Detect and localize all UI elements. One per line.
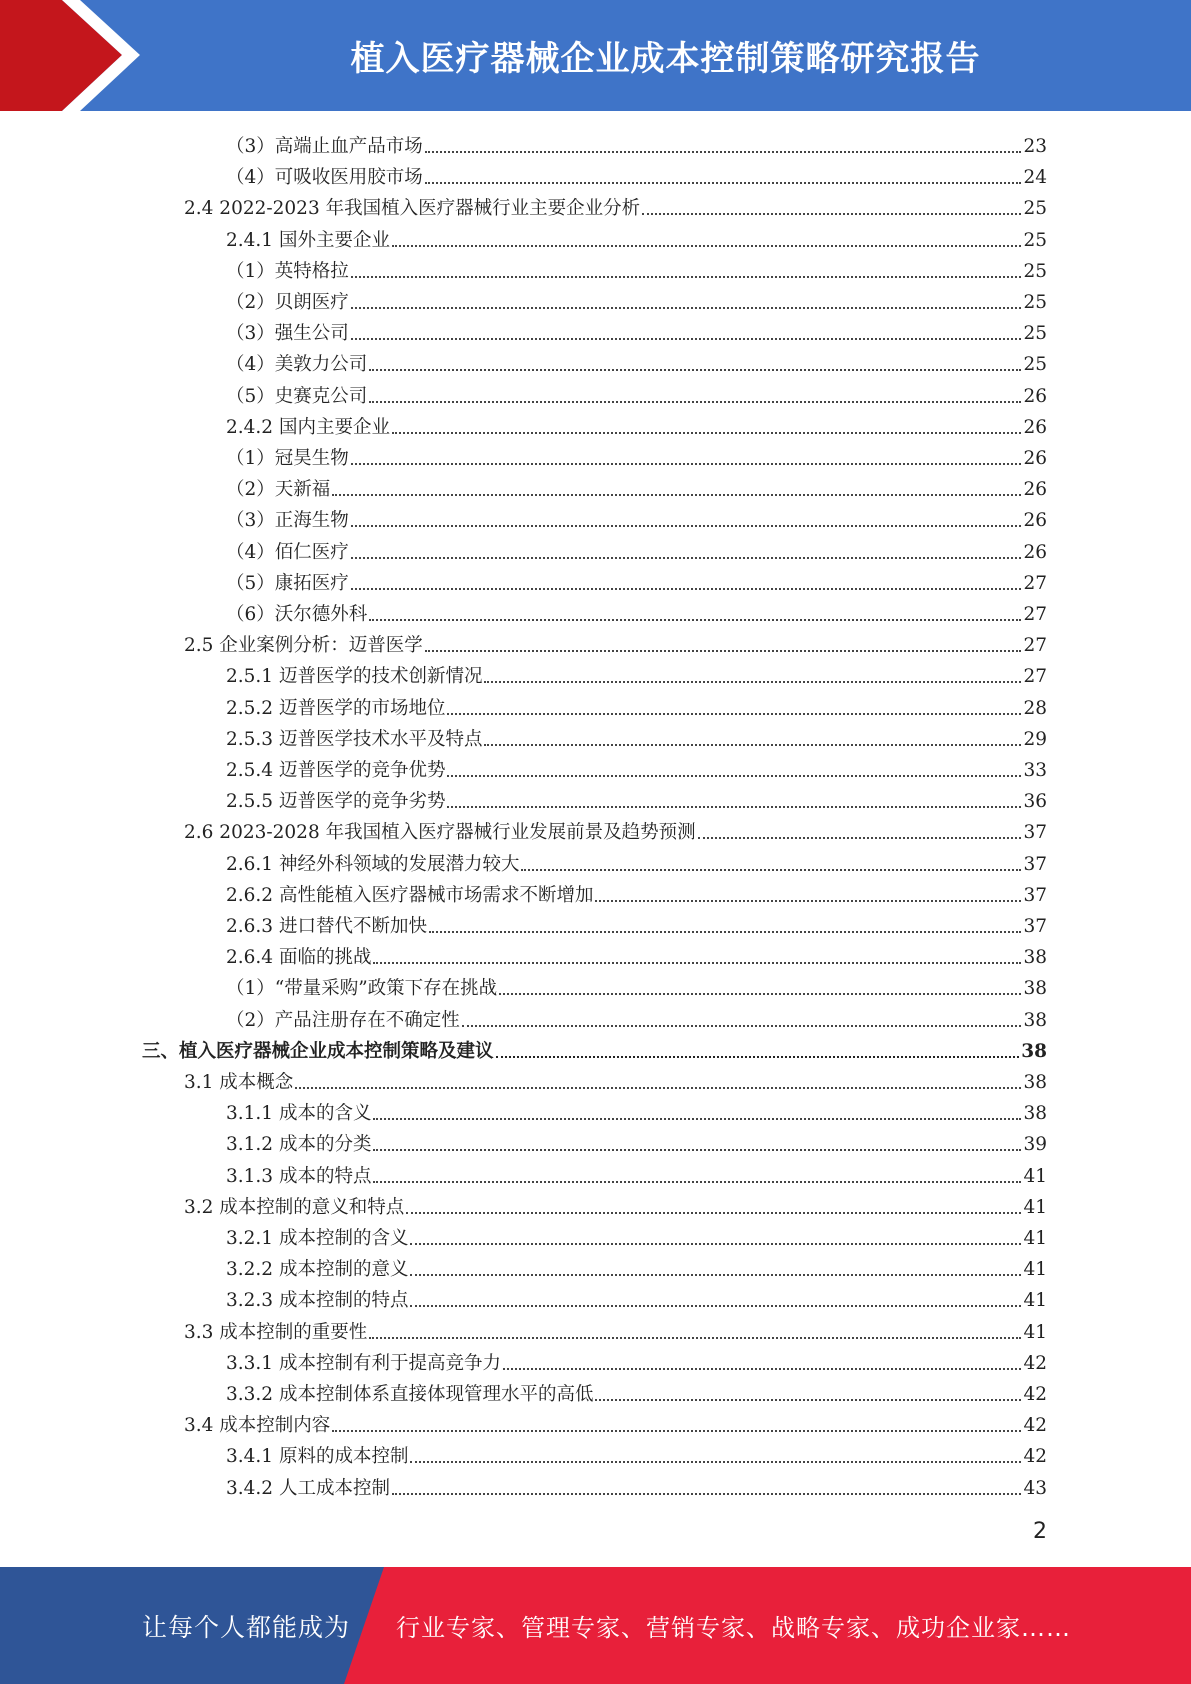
toc-entry-page: 24 <box>1023 167 1047 189</box>
toc-entry-page: 29 <box>1023 728 1047 750</box>
toc-entry-page: 38 <box>1023 1103 1047 1125</box>
toc-entry-page: 38 <box>1023 1072 1047 1093</box>
toc-dot-leader <box>392 1492 1021 1495</box>
toc-entry-page: 37 <box>1023 853 1047 875</box>
toc-entry-page: 41 <box>1023 1228 1047 1249</box>
toc-entry-page: 42 <box>1023 1384 1047 1405</box>
toc-dot-leader <box>351 524 1022 527</box>
toc-entry-title: 3.3.1 成本控制有利于提高竞争力 <box>226 1352 501 1374</box>
toc-entry[interactable] <box>226 283 1047 314</box>
toc-entry[interactable] <box>226 689 1047 720</box>
footer-slogan-left: 让每个人都能成为 <box>142 1612 351 1642</box>
toc-dot-leader <box>392 244 1021 247</box>
toc-entry-title: 2.5.3 迈普医学技术水平及特点 <box>226 728 483 750</box>
toc-dot-leader <box>447 712 1021 715</box>
toc-entry-title: （2）贝朗医疗 <box>226 292 349 313</box>
toc-entry[interactable] <box>226 314 1047 345</box>
toc-entry[interactable] <box>226 1281 1047 1312</box>
toc-entry-title: 2.5.2 迈普医学的市场地位 <box>226 697 446 719</box>
toc-entry-page: 26 <box>1023 479 1047 501</box>
toc-entry[interactable] <box>226 470 1047 501</box>
toc-entry-title: 3.2.1 成本控制的含义 <box>226 1228 409 1249</box>
toc-dot-leader <box>369 400 1021 403</box>
toc-entry-page: 42 <box>1023 1446 1047 1468</box>
toc-entry[interactable] <box>226 876 1047 907</box>
toc-entry-page: 39 <box>1023 1134 1047 1156</box>
toc-dot-leader <box>373 1117 1021 1120</box>
toc-entry[interactable] <box>226 1375 1047 1406</box>
toc-dot-leader <box>425 150 1022 153</box>
toc-entry[interactable] <box>226 252 1047 283</box>
toc-entry[interactable] <box>226 1001 1047 1032</box>
toc-entry[interactable] <box>226 345 1047 376</box>
toc-entry[interactable] <box>226 1125 1047 1156</box>
toc-entry-title: 3.1.1 成本的含义 <box>226 1103 372 1125</box>
toc-dot-leader <box>410 1460 1021 1463</box>
toc-entry-title: 3.4.1 原料的成本控制 <box>226 1446 409 1468</box>
toc-entry-title: （5）史赛克公司 <box>226 385 368 407</box>
toc-dot-leader <box>369 368 1021 371</box>
toc-entry-page: 41 <box>1023 1165 1047 1187</box>
toc-entry[interactable] <box>226 595 1047 626</box>
toc-entry-page: 23 <box>1023 136 1047 157</box>
toc-entry-title: （1）英特格拉 <box>226 260 349 282</box>
toc-entry-page: 26 <box>1023 510 1047 532</box>
toc-dot-leader <box>484 743 1021 746</box>
toc-entry-title: 3.3 成本控制的重要性 <box>184 1321 368 1343</box>
page-number: 2 <box>1033 1519 1047 1544</box>
toc-entry[interactable] <box>226 1437 1047 1468</box>
toc-dot-leader <box>406 1211 1021 1214</box>
toc-entry-title: 3.2.3 成本控制的特点 <box>226 1290 409 1312</box>
toc-entry[interactable] <box>226 1219 1047 1250</box>
toc-entry-page: 42 <box>1023 1352 1047 1374</box>
toc-entry[interactable] <box>226 158 1047 189</box>
toc-dot-leader <box>369 1336 1021 1339</box>
toc-dot-leader <box>698 836 1022 839</box>
toc-entry[interactable] <box>184 813 1047 844</box>
toc-dot-leader <box>373 961 1021 964</box>
toc-entry-title: 3.4.2 人工成本控制 <box>226 1477 390 1499</box>
toc-entry-title: 3.1 成本概念 <box>184 1072 294 1093</box>
toc-dot-leader <box>351 275 1022 278</box>
toc-entry[interactable] <box>184 1063 1047 1094</box>
toc-entry-title: 3.1.3 成本的特点 <box>226 1165 372 1187</box>
toc-entry-title: （2）天新福 <box>226 479 331 501</box>
toc-entry-page: 33 <box>1023 760 1047 781</box>
toc-dot-leader <box>295 1086 1021 1089</box>
toc-entry-page: 41 <box>1023 1259 1047 1281</box>
toc-entry[interactable] <box>226 1250 1047 1281</box>
toc-dot-leader <box>642 212 1021 215</box>
toc-dot-leader <box>447 774 1021 777</box>
toc-dot-leader <box>425 181 1022 184</box>
toc-entry-page: 27 <box>1023 604 1047 625</box>
toc-entry-page: 25 <box>1023 260 1047 282</box>
page-footer <box>0 1567 1191 1684</box>
toc-entry[interactable] <box>226 657 1047 688</box>
toc-dot-leader <box>373 1180 1021 1183</box>
toc-dot-leader <box>496 1055 1020 1058</box>
toc-dot-leader <box>351 337 1022 340</box>
toc-entry[interactable] <box>184 1406 1047 1437</box>
toc-dot-leader <box>484 680 1021 683</box>
toc-entry-title: 3.1.2 成本的分类 <box>226 1134 372 1156</box>
toc-entry-title: （4）佰仁医疗 <box>226 541 349 563</box>
toc-entry[interactable] <box>226 221 1047 252</box>
toc-entry-title: 3.3.2 成本控制体系直接体现管理水平的高低 <box>226 1384 594 1405</box>
toc-entry-page: 26 <box>1023 416 1047 438</box>
toc-entry[interactable] <box>226 1469 1047 1500</box>
toc-entry-title: 2.4.2 国内主要企业 <box>226 416 390 438</box>
toc-entry[interactable] <box>226 1094 1047 1125</box>
toc-entry-title: 2.4.1 国外主要企业 <box>226 229 390 251</box>
toc-entry-title: 3.2 成本控制的意义和特点 <box>184 1196 405 1218</box>
toc-entry[interactable] <box>226 501 1047 532</box>
toc-dot-leader <box>332 493 1021 496</box>
toc-dot-leader <box>351 556 1022 559</box>
toc-entry-page: 38 <box>1021 1040 1047 1062</box>
toc-entry[interactable] <box>226 1157 1047 1188</box>
toc-entry-page: 25 <box>1023 354 1047 376</box>
toc-entry-title: 2.6.1 神经外科领域的发展潜力较大 <box>226 853 520 875</box>
toc-entry-title: （3）正海生物 <box>226 510 349 532</box>
toc-entry-title: 2.6 2023-2028 年我国植入医疗器械行业发展前景及趋势预测 <box>184 822 696 844</box>
toc-entry[interactable] <box>184 1188 1047 1219</box>
toc-entry-title: （6）沃尔德外科 <box>226 604 368 625</box>
toc-entry-title: （4）可吸收医用胶市场 <box>226 167 423 189</box>
toc-dot-leader <box>351 306 1022 309</box>
toc-entry-title: 2.5.1 迈普医学的技术创新情况 <box>226 666 483 688</box>
toc-entry-page: 25 <box>1023 229 1047 251</box>
toc-entry-title: （1）冠昊生物 <box>226 448 349 469</box>
report-title: 植入医疗器械企业成本控制策略研究报告 <box>350 39 981 79</box>
toc-entry-page: 28 <box>1023 697 1047 719</box>
toc-entry[interactable] <box>226 377 1047 408</box>
toc-entry-page: 37 <box>1023 884 1047 906</box>
toc-entry-title: 3.4 成本控制内容 <box>184 1415 331 1437</box>
toc-dot-leader <box>462 1024 1022 1027</box>
toc-entry-title: （2）产品注册存在不确定性 <box>226 1009 460 1031</box>
toc-dot-leader <box>595 1398 1021 1401</box>
toc-entry-page: 27 <box>1023 666 1047 688</box>
toc-entry-page: 37 <box>1023 822 1047 844</box>
toc-entry-page: 38 <box>1023 947 1047 969</box>
toc-entry[interactable] <box>226 533 1047 564</box>
toc-entry-page: 41 <box>1023 1321 1047 1343</box>
toc-entry-title: 2.5.5 迈普医学的竞争劣势 <box>226 791 446 813</box>
toc-entry[interactable] <box>226 720 1047 751</box>
toc-entry-page: 41 <box>1023 1290 1047 1312</box>
toc-entry-title: 2.4 2022-2023 年我国植入医疗器械行业主要企业分析 <box>184 198 641 220</box>
toc-entry[interactable] <box>226 751 1047 782</box>
toc-entry-page: 27 <box>1023 635 1047 657</box>
toc-dot-leader <box>521 868 1021 871</box>
toc-entry-title: 2.6.2 高性能植入医疗器械市场需求不断增加 <box>226 884 594 906</box>
toc-entry[interactable] <box>226 564 1047 595</box>
toc-dot-leader <box>373 1148 1021 1151</box>
toc-entry-title: （5）康拓医疗 <box>226 572 349 594</box>
toc-entry-page: 26 <box>1023 541 1047 563</box>
toc-dot-leader <box>410 1273 1021 1276</box>
toc-dot-leader <box>429 930 1021 933</box>
toc-dot-leader <box>351 587 1022 590</box>
toc-entry[interactable] <box>226 439 1047 470</box>
toc-entry[interactable] <box>226 1344 1047 1375</box>
toc-entry-title: 2.6.4 面临的挑战 <box>226 947 372 969</box>
toc-entry[interactable] <box>226 782 1047 813</box>
toc-entry-title: 2.5.4 迈普医学的竞争优势 <box>226 760 446 781</box>
toc-entry-title: （3）高端止血产品市场 <box>226 136 423 157</box>
toc-dot-leader <box>351 462 1022 465</box>
toc-entry[interactable] <box>142 1032 1047 1063</box>
toc-entry-title: （1）“带量采购”政策下存在挑战 <box>226 978 498 1000</box>
toc-entry-title: 2.5 企业案例分析：迈普医学 <box>184 635 423 657</box>
toc-entry-page: 26 <box>1023 448 1047 469</box>
toc-dot-leader <box>369 618 1021 621</box>
toc-entry-page: 42 <box>1023 1415 1047 1437</box>
toc-dot-leader <box>410 1242 1021 1245</box>
toc-entry-page: 27 <box>1023 572 1047 594</box>
toc-entry-page: 25 <box>1023 323 1047 345</box>
toc-dot-leader <box>499 992 1021 995</box>
toc-entry[interactable] <box>184 626 1047 657</box>
toc-entry[interactable] <box>226 907 1047 938</box>
toc-entry[interactable] <box>184 1313 1047 1344</box>
toc-dot-leader <box>595 899 1021 902</box>
toc-entry[interactable] <box>184 189 1047 220</box>
toc-entry-page: 26 <box>1023 385 1047 407</box>
toc-entry-page: 37 <box>1023 916 1047 937</box>
toc-entry-title: 三、植入医疗器械企业成本控制策略及建议 <box>142 1040 494 1062</box>
toc-dot-leader <box>425 649 1022 652</box>
toc-entry-page: 25 <box>1023 198 1047 220</box>
footer-slogan-right: 行业专家、管理专家、营销专家、战略专家、成功企业家…… <box>396 1614 1071 1642</box>
toc-entry-page: 41 <box>1023 1196 1047 1218</box>
toc-entry-title: 3.2.2 成本控制的意义 <box>226 1259 409 1281</box>
toc-entry[interactable] <box>226 969 1047 1000</box>
toc-entry[interactable] <box>226 127 1047 158</box>
toc-entry[interactable] <box>226 845 1047 876</box>
page-header <box>0 0 1191 111</box>
toc-entry-title: 2.6.3 进口替代不断加快 <box>226 916 427 937</box>
toc-dot-leader <box>392 431 1021 434</box>
toc-entry-title: （3）强生公司 <box>226 323 349 345</box>
toc-entry[interactable] <box>226 938 1047 969</box>
toc-entry-page: 43 <box>1023 1477 1047 1499</box>
toc-entry[interactable] <box>226 408 1047 439</box>
toc-dot-leader <box>503 1367 1021 1370</box>
toc-dot-leader <box>332 1429 1021 1432</box>
toc-entry-title: （4）美敦力公司 <box>226 354 368 376</box>
toc-entry-page: 36 <box>1023 791 1047 813</box>
toc-dot-leader <box>447 805 1021 808</box>
toc-dot-leader <box>410 1304 1021 1307</box>
toc-entry-page: 25 <box>1023 292 1047 313</box>
toc-entry-page: 38 <box>1023 978 1047 1000</box>
toc-entry-page: 38 <box>1023 1009 1047 1031</box>
